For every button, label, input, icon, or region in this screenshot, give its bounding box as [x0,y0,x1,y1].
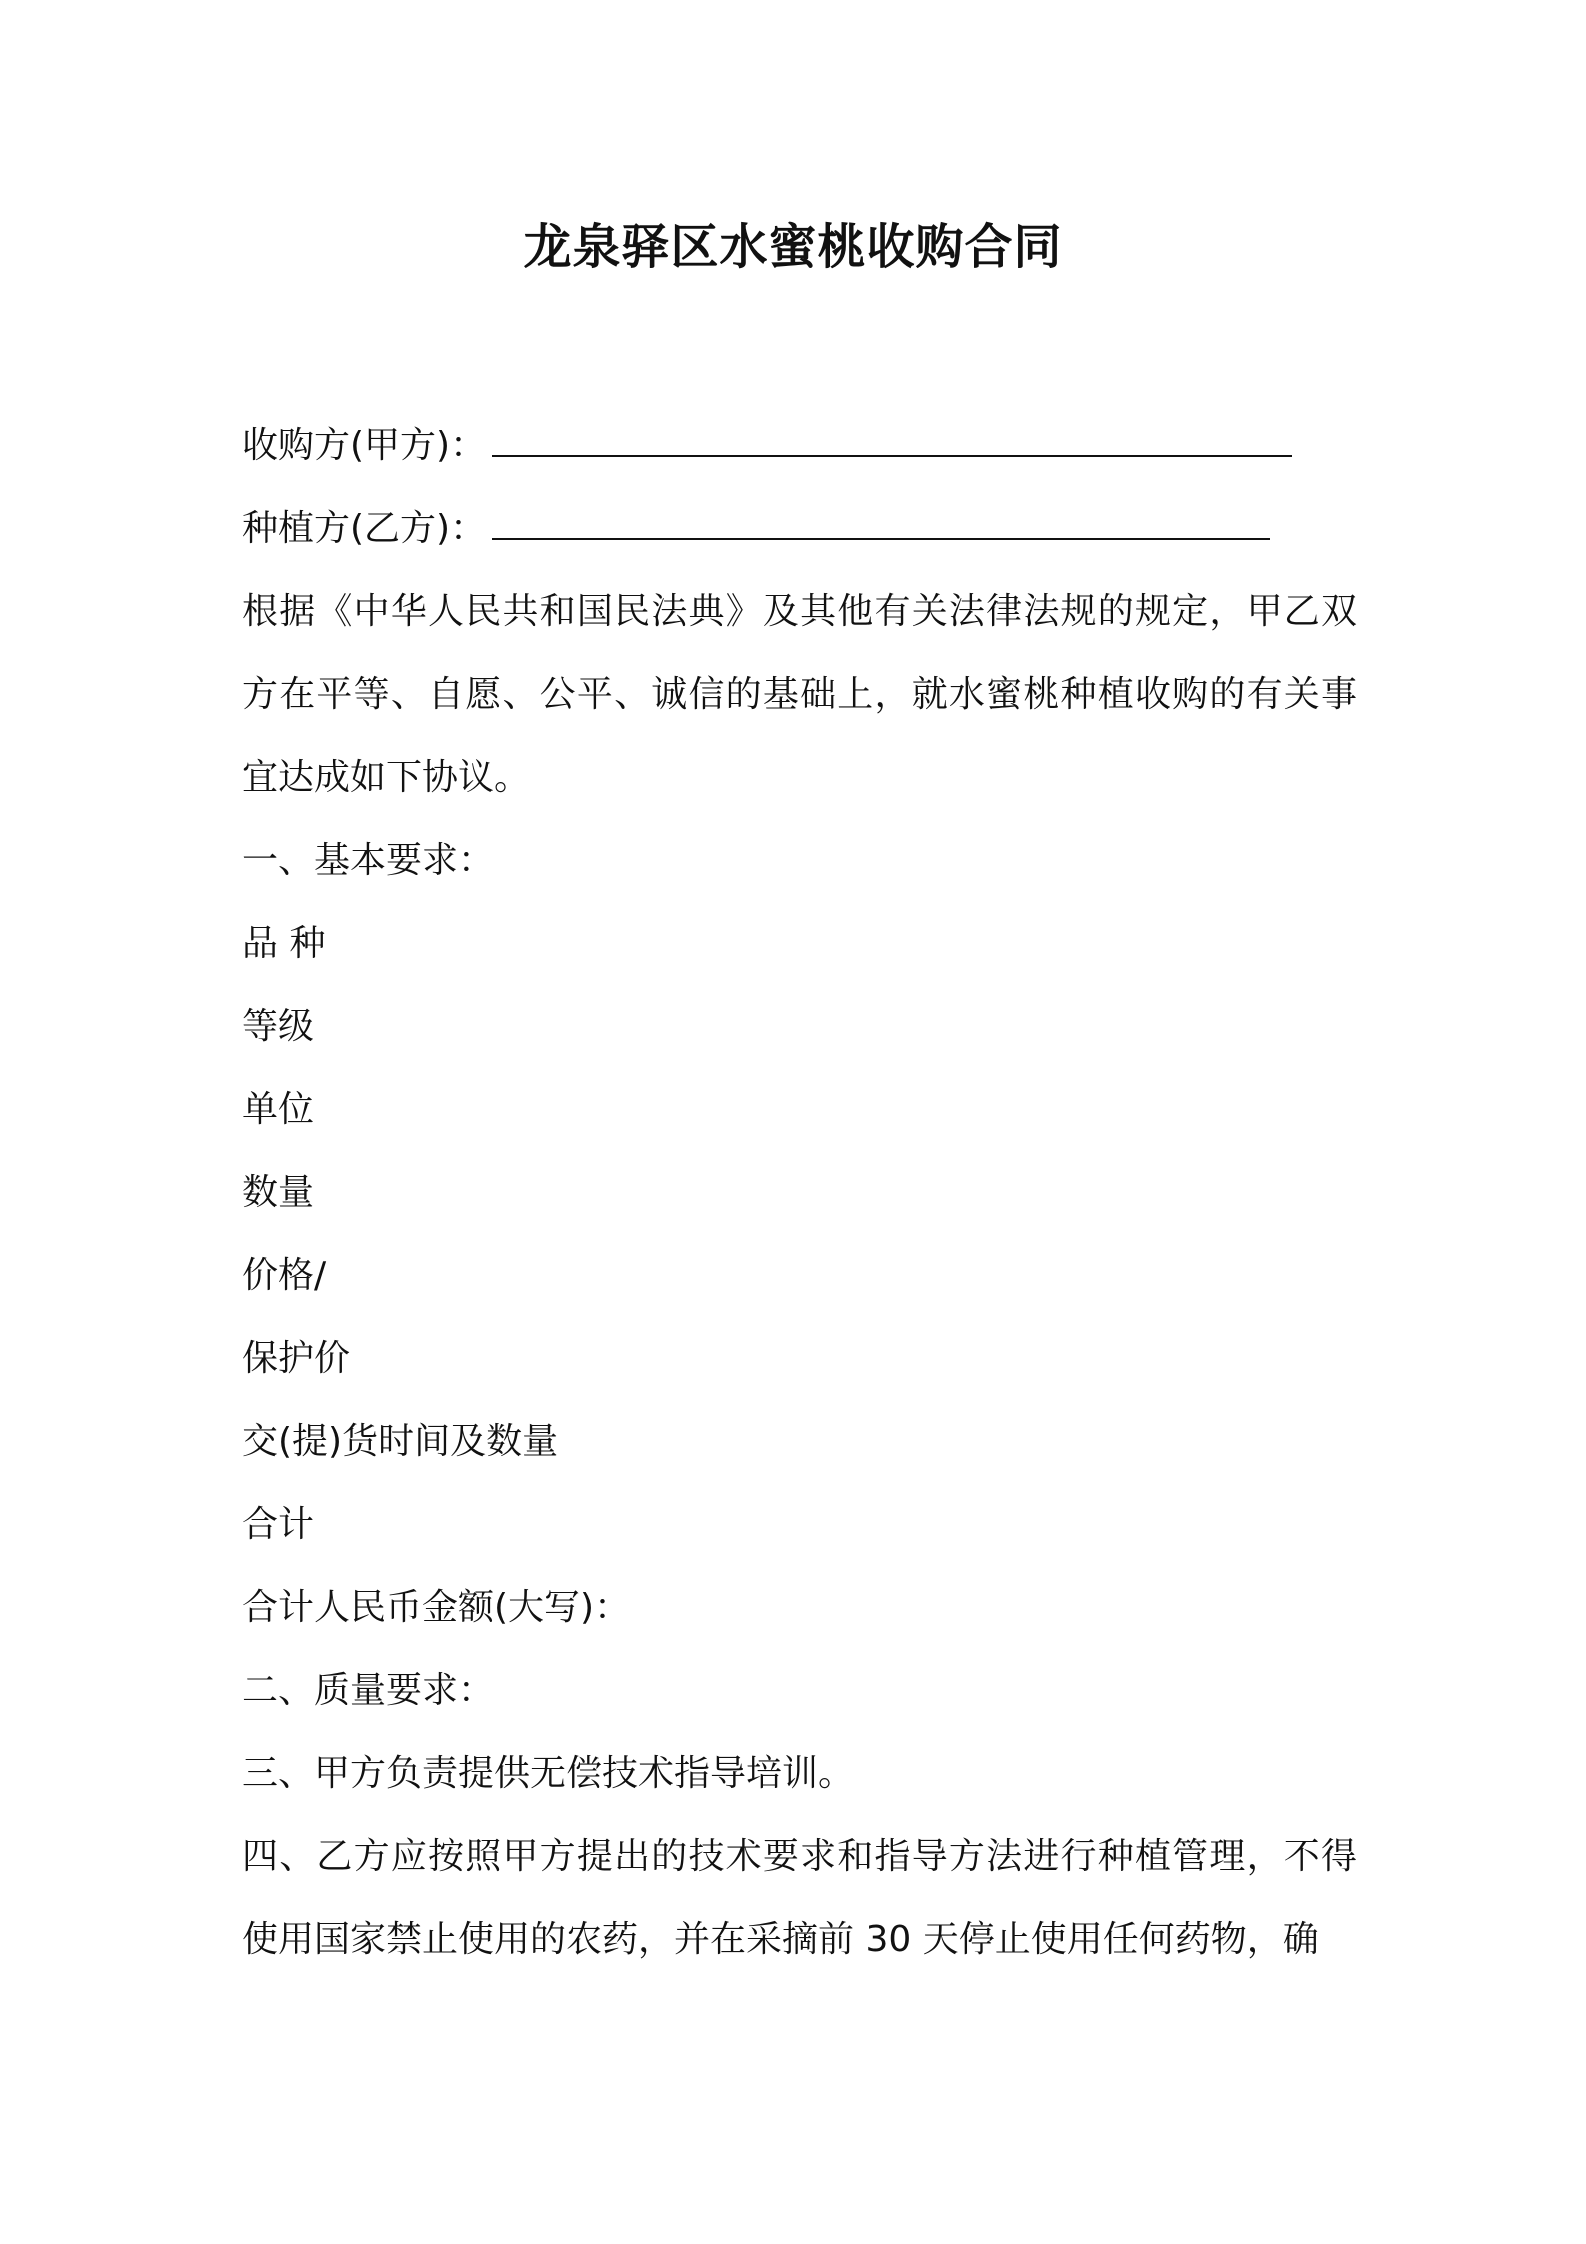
party-b-blank [492,508,1270,540]
item-variety: 品 种 [242,923,326,964]
section-3-paragraph: 三、甲方负责提供无偿技术指导培训。 [242,1753,855,1794]
party-a-blank [492,425,1292,457]
section-2-heading: 二、质量要求： [242,1670,495,1711]
item-grade: 等级 [242,1006,315,1047]
section-4-paragraph: 四、乙方应按照甲方提出的技术要求和指导方法进行种植管理，不得使用国家禁止使用的农药，并在采摘前 30 天停止使用任何药物，确 [242,1836,1357,1960]
party-b-line [242,487,1357,570]
contract-title: 龙泉驿区水蜜桃收购合同 [523,219,1063,275]
party-a-line [242,404,1357,487]
preamble-paragraph: 根据《中华人民共和国民法典》及其他有关法律法规的规定，甲乙双方在平等、自愿、公平、诚信的基础上，就水蜜桃种植收购的有关事宜达成如下协议。 [242,591,1357,798]
section-1-heading: 一、基本要求： [242,840,495,881]
party-a-label: 收购方(甲方)： [242,425,487,466]
contract-body [242,404,1357,1981]
item-unit: 单位 [242,1089,315,1130]
item-total-rmb-amount: 合计人民币金额(大写)： [242,1587,631,1628]
party-b-label: 种植方(乙方)： [242,508,487,549]
item-price: 价格/ [242,1255,327,1296]
item-delivery-time: 交(提)货时间及数量 [242,1421,559,1462]
item-protected-price: 保护价 [242,1338,351,1379]
item-quantity: 数量 [242,1172,315,1213]
item-total: 合计 [242,1504,315,1545]
